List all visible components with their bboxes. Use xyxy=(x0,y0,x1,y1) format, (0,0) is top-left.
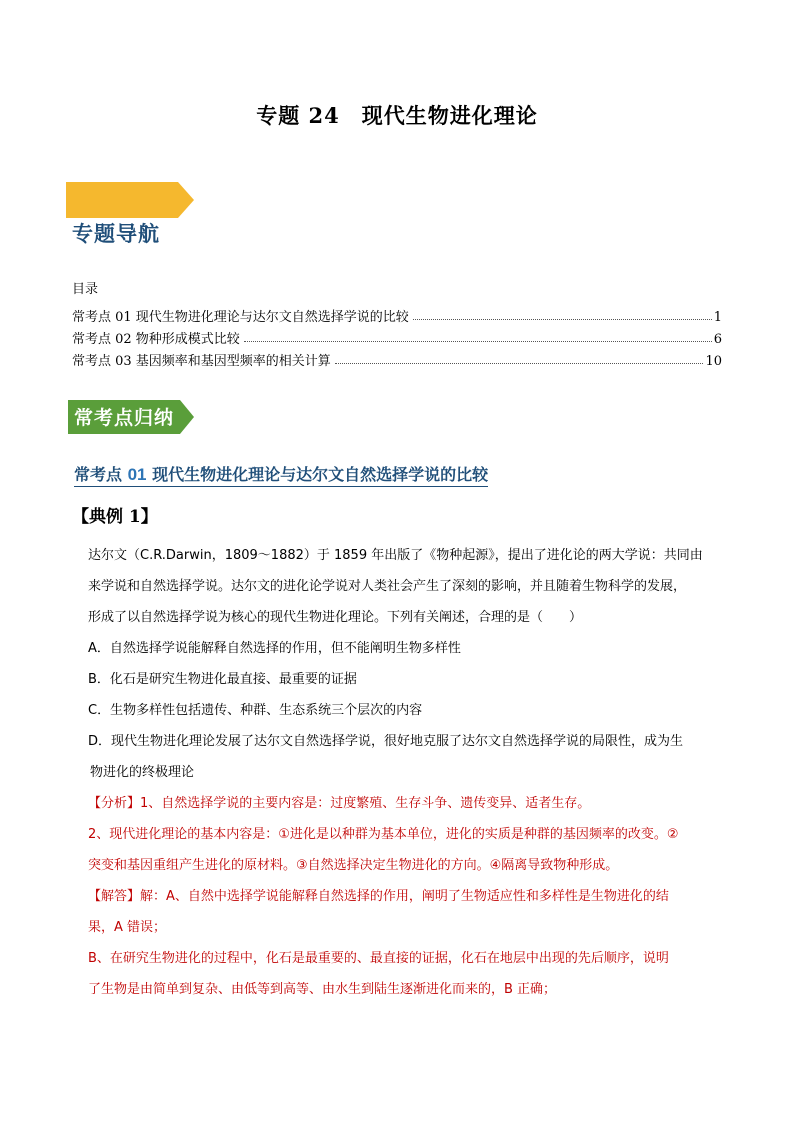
option-b: B．化石是研究生物进化最直接、最重要的证据 xyxy=(88,672,357,687)
toc-label: 目录 xyxy=(72,282,99,297)
nav-banner-shape xyxy=(66,182,194,218)
toc-entry-page: 1 xyxy=(713,310,722,325)
toc-entry[interactable] xyxy=(72,347,722,369)
question-body xyxy=(88,540,724,1005)
toc-leader xyxy=(335,363,704,364)
question-line: 来学说和自然选择学说。达尔文的进化论学说对人类社会产生了深刻的影响，并且随着生物科学的发展， xyxy=(88,579,687,594)
answer-line: 果，A 错误； xyxy=(88,920,167,935)
toc-entry-text: 常考点 03 基因频率和基因型频率的相关计算 xyxy=(72,354,331,369)
point-heading xyxy=(74,462,488,487)
answer-line: 了生物是由简单到复杂、由低等到高等、由水生到陆生逐渐进化而来的，B 正确； xyxy=(88,982,557,997)
option-a: A．自然选择学说能解释自然选择的作用，但不能阐明生物多样性 xyxy=(88,641,461,656)
section-banner-text: 常考点归纳 xyxy=(74,407,175,429)
example-label: 【典例 1】 xyxy=(72,507,158,527)
analysis-line: 【分析】1、自然选择学说的主要内容是：过度繁殖、生存斗争、遗传变异、适者生存。 xyxy=(88,796,591,811)
toc-leader xyxy=(413,319,712,320)
nav-heading: 专题导航 xyxy=(72,221,160,246)
point-prefix: 常考点 xyxy=(74,465,123,484)
page-title: 专题 24 现代生物进化理论 xyxy=(256,103,538,128)
option-d-continued: 物进化的终极理论 xyxy=(90,765,195,780)
option-d: D．现代生物进化理论发展了达尔文自然选择学说，很好地克服了达尔文自然选择学说的局限性，成为生 xyxy=(88,734,684,749)
toc-leader xyxy=(244,341,712,342)
analysis-line: 2、现代进化理论的基本内容是：①进化是以种群为基本单位，进化的实质是种群的基因频率的改变。② xyxy=(88,827,679,842)
question-line: 形成了以自然选择学说为核心的现代生物进化理论。下列有关阐述，合理的是（ ） xyxy=(88,610,583,625)
toc-entry-page: 6 xyxy=(713,332,722,347)
option-c: C．生物多样性包括遗传、种群、生态系统三个层次的内容 xyxy=(88,703,423,718)
answer-line: B、在研究生物进化的过程中，化石是最重要的、最直接的证据，化石在地层中出现的先后顺序，说明 xyxy=(88,951,669,966)
point-title: 现代生物进化理论与达尔文自然选择学说的比较 xyxy=(152,465,489,484)
toc-entry-text: 常考点 01 现代生物进化理论与达尔文自然选择学说的比较 xyxy=(72,310,409,325)
point-number: 01 xyxy=(127,465,147,484)
toc-entry[interactable] xyxy=(72,325,722,347)
table-of-contents xyxy=(72,303,722,369)
answer-line: 【解答】解：A、自然中选择学说能解释自然选择的作用，阐明了生物适应性和多样性是生物进化的结 xyxy=(88,889,669,904)
toc-entry-text: 常考点 02 物种形成模式比较 xyxy=(72,332,240,347)
question-line: 达尔文（C.R.Darwin，1809～1882）于 1859 年出版了《物种起源》，提出了进化论的两大学说：共同由 xyxy=(88,548,703,563)
toc-entry-page: 10 xyxy=(705,354,722,369)
analysis-line: 突变和基因重组产生进化的原材料。③自然选择决定生物进化的方向。④隔离导致物种形成。 xyxy=(88,858,619,873)
toc-entry[interactable] xyxy=(72,303,722,325)
